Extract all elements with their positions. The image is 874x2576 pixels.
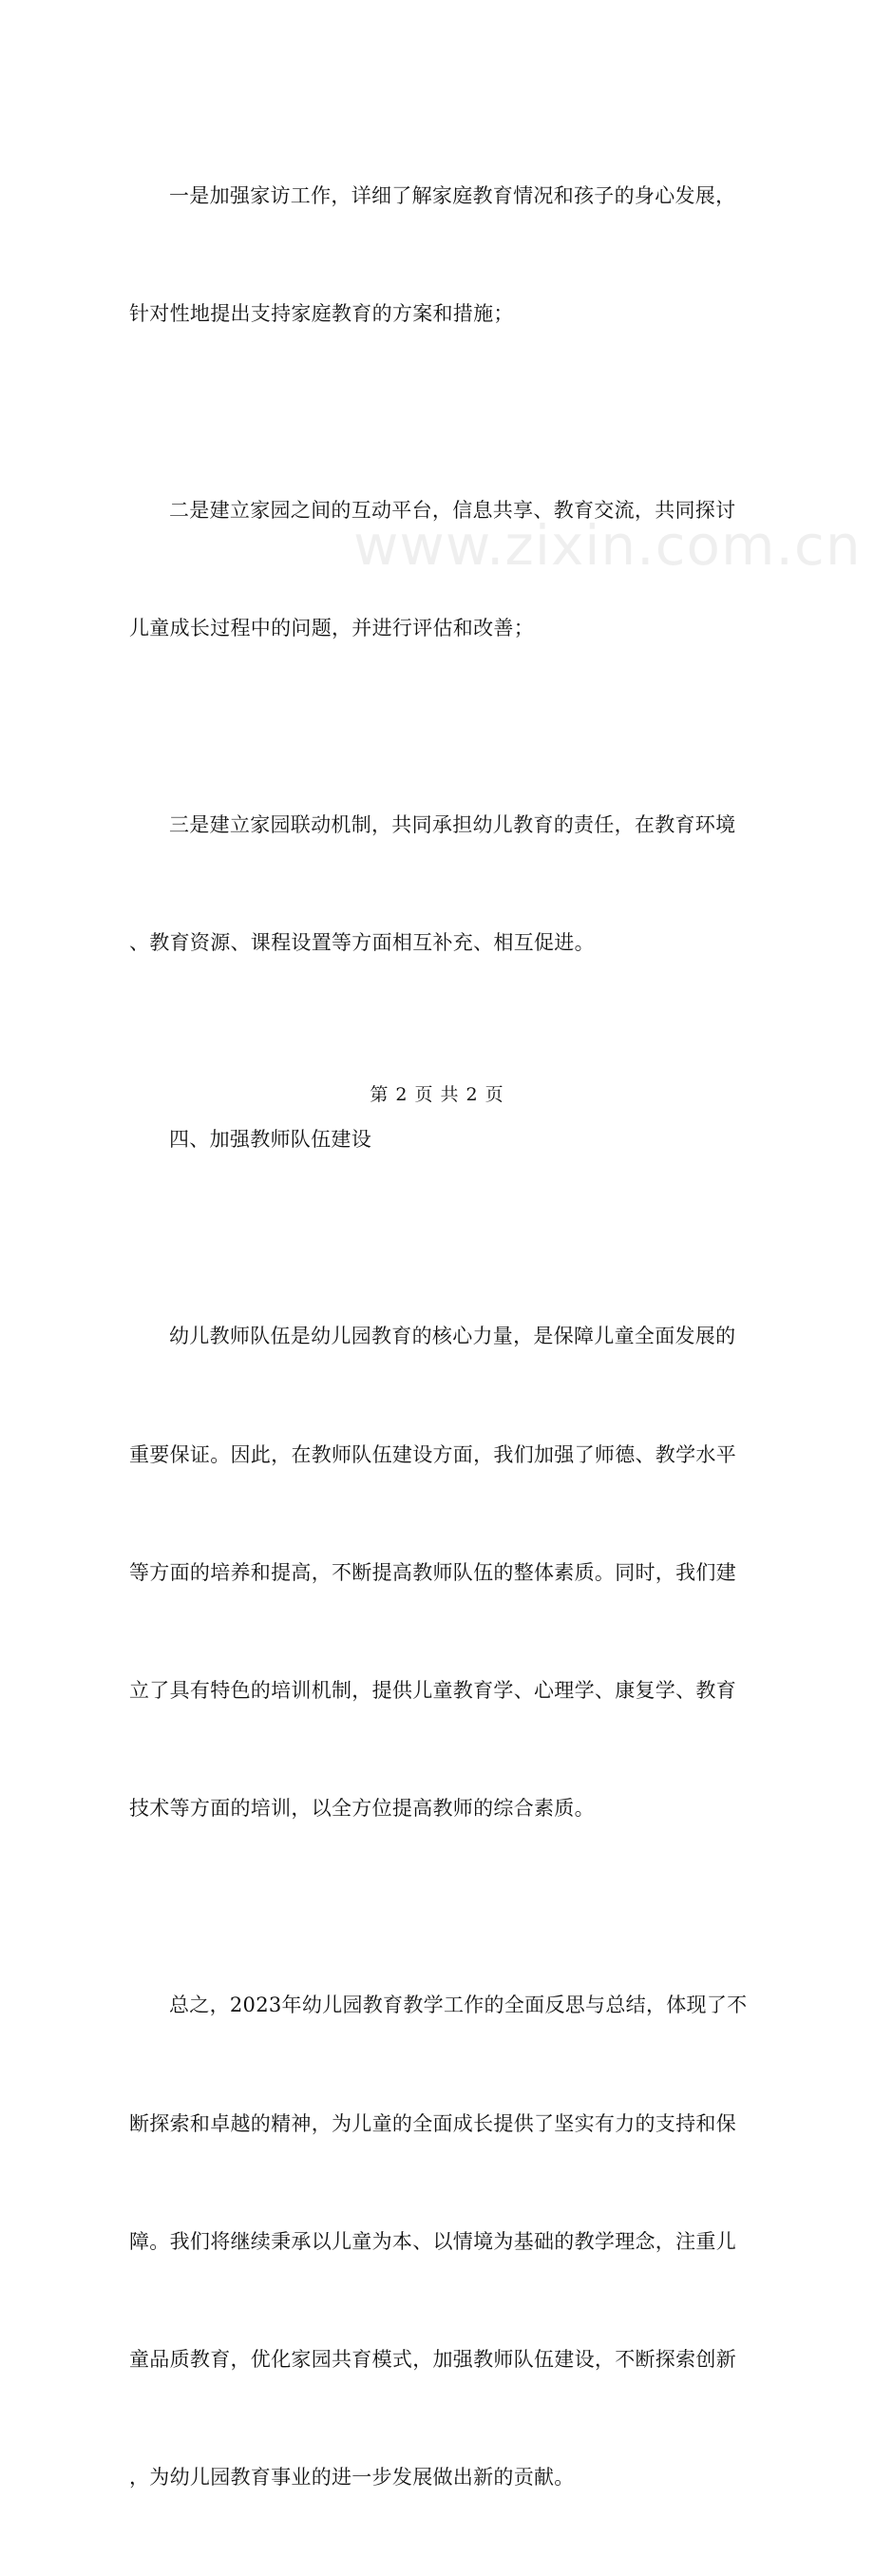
text-line: 幼儿教师队伍是幼儿园教育的核心力量，是保障儿童全面发展的: [129, 1317, 745, 1356]
section-heading: [129, 1042, 745, 1239]
text-line: 等方面的培养和提高，不断提高教师队伍的整体素质。同时，我们建: [129, 1554, 745, 1593]
text-line: 障。我们将继续秉承以儿童为本、以情境为基础的教学理念，注重儿: [129, 2223, 745, 2261]
text-line: 针对性地提出支持家庭教育的方案和措施；: [129, 295, 745, 334]
section-heading-text: 四、加强教师队伍建设: [129, 1120, 745, 1159]
text-line: 二是建立家园之间的互动平台，信息共享、教育交流，共同探讨: [129, 491, 745, 530]
paragraph-teacher-team: [129, 1239, 745, 1908]
paragraph-linkage-mechanism: [129, 727, 745, 1041]
text-line: 儿童成长过程中的问题，并进行评估和改善；: [129, 609, 745, 648]
document-page: [0, 0, 874, 1132]
text-line: 重要保证。因此，在教师队伍建设方面，我们加强了师德、教学水平: [129, 1436, 745, 1475]
page-number-footer: 第 2 页 共 2 页: [0, 1080, 874, 1106]
paragraph-conclusion: [129, 1908, 745, 2576]
text-line: 技术等方面的培训，以全方位提高教师的综合素质。: [129, 1789, 745, 1828]
text-line: 童品质教育，优化家园共育模式，加强教师队伍建设，不断探索创新: [129, 2340, 745, 2379]
text-line: 断探索和卓越的精神，为儿童的全面成长提供了坚实有力的支持和保: [129, 2105, 745, 2144]
paragraph-interaction-platform: [129, 412, 745, 727]
text-line: 一是加强家访工作，详细了解家庭教育情况和孩子的身心发展，: [129, 177, 745, 216]
text-line: ，为幼儿园教育事业的进一步发展做出新的贡献。: [129, 2458, 745, 2497]
text-line: 总之，2023年幼儿园教育教学工作的全面反思与总结，体现了不: [129, 1986, 745, 2025]
text-line: 、教育资源、课程设置等方面相互补充、相互促进。: [129, 924, 745, 963]
text-line: 立了具有特色的培训机制，提供儿童教育学、心理学、康复学、教育: [129, 1671, 745, 1710]
watermark: www.zixin.com.cn: [353, 513, 862, 578]
paragraph-home-visits: [129, 98, 745, 412]
text-line: 三是建立家园联动机制，共同承担幼儿教育的责任，在教育环境: [129, 806, 745, 845]
document-body: [129, 98, 745, 2576]
